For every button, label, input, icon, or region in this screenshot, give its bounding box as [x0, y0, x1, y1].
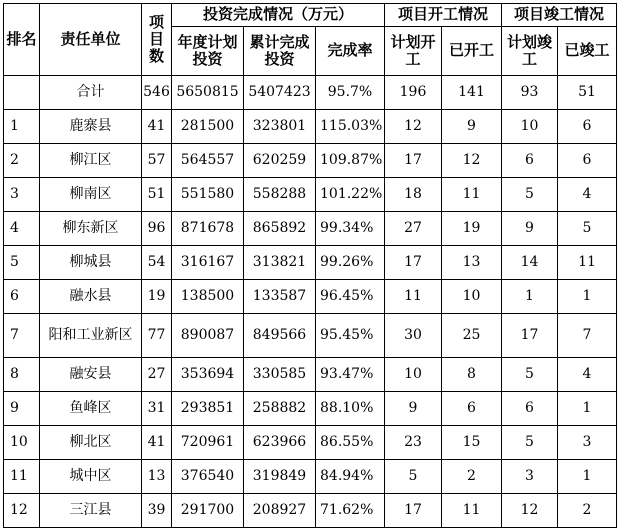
rank-cell: 8 [4, 358, 40, 392]
unit-cell: 鹿寨县 [40, 110, 142, 144]
plan-start-cell: 23 [385, 426, 442, 460]
rate-cell: 99.26% [316, 246, 385, 280]
count-cell: 31 [142, 392, 172, 426]
table-row [4, 460, 617, 494]
rate-cell: 95.45% [316, 314, 385, 358]
table-row [4, 314, 617, 358]
plan-finish-cell: 5 [502, 178, 558, 212]
cumulative-cell: 323801 [244, 110, 316, 144]
table-row [4, 178, 617, 212]
annual-plan-cell: 291700 [172, 494, 244, 528]
plan-start-cell: 9 [385, 392, 442, 426]
plan-finish-cell: 1 [502, 280, 558, 314]
total-count: 546 [142, 76, 172, 110]
header-finish-group: 项目竣工情况 [502, 4, 617, 27]
count-cell: 41 [142, 426, 172, 460]
plan-finish-cell: 3 [502, 460, 558, 494]
annual-plan-cell: 281500 [172, 110, 244, 144]
plan-start-cell: 17 [385, 494, 442, 528]
annual-plan-cell: 890087 [172, 314, 244, 358]
unit-cell: 鱼峰区 [40, 392, 142, 426]
rate-cell: 115.03% [316, 110, 385, 144]
plan-start-cell: 18 [385, 178, 442, 212]
rank-cell: 1 [4, 110, 40, 144]
annual-plan-cell: 138500 [172, 280, 244, 314]
annual-plan-cell: 871678 [172, 212, 244, 246]
header-cumulative: 累计完成投资 [244, 27, 316, 76]
started-cell: 25 [442, 314, 502, 358]
plan-start-cell: 17 [385, 246, 442, 280]
rank-cell: 9 [4, 392, 40, 426]
table-row [4, 246, 617, 280]
plan-start-cell: 10 [385, 358, 442, 392]
rank-cell: 7 [4, 314, 40, 358]
annual-plan-cell: 293851 [172, 392, 244, 426]
started-cell: 2 [442, 460, 502, 494]
started-cell: 11 [442, 178, 502, 212]
cumulative-cell: 258882 [244, 392, 316, 426]
count-cell: 77 [142, 314, 172, 358]
rank-cell: 10 [4, 426, 40, 460]
table-row [4, 280, 617, 314]
plan-finish-cell: 5 [502, 358, 558, 392]
rate-cell: 86.55% [316, 426, 385, 460]
unit-cell: 融水县 [40, 280, 142, 314]
unit-cell: 阳和工业新区 [40, 314, 142, 358]
finished-cell: 11 [558, 246, 617, 280]
annual-plan-cell: 316167 [172, 246, 244, 280]
unit-cell: 柳南区 [40, 178, 142, 212]
header-project-count: 项目数 [142, 4, 172, 76]
total-started: 141 [442, 76, 502, 110]
plan-start-cell: 5 [385, 460, 442, 494]
unit-cell: 城中区 [40, 460, 142, 494]
cumulative-cell: 623966 [244, 426, 316, 460]
started-cell: 6 [442, 392, 502, 426]
rate-cell: 96.45% [316, 280, 385, 314]
finished-cell: 4 [558, 358, 617, 392]
finished-cell: 3 [558, 426, 617, 460]
annual-plan-cell: 353694 [172, 358, 244, 392]
plan-finish-cell: 6 [502, 144, 558, 178]
started-cell: 9 [442, 110, 502, 144]
rate-cell: 99.34% [316, 212, 385, 246]
annual-plan-cell: 376540 [172, 460, 244, 494]
started-cell: 19 [442, 212, 502, 246]
total-annual-plan: 5650815 [172, 76, 244, 110]
count-cell: 54 [142, 246, 172, 280]
count-cell: 19 [142, 280, 172, 314]
rate-cell: 71.62% [316, 494, 385, 528]
finished-cell: 5 [558, 212, 617, 246]
table-row [4, 426, 617, 460]
rate-cell: 88.10% [316, 392, 385, 426]
finished-cell: 4 [558, 178, 617, 212]
header-finished: 已竣工 [558, 27, 617, 76]
header-completion-rate: 完成率 [316, 27, 385, 76]
started-cell: 8 [442, 358, 502, 392]
finished-cell: 2 [558, 494, 617, 528]
finished-cell: 1 [558, 280, 617, 314]
rate-cell: 101.22% [316, 178, 385, 212]
plan-finish-cell: 12 [502, 494, 558, 528]
unit-cell: 三江县 [40, 494, 142, 528]
cumulative-cell: 313821 [244, 246, 316, 280]
table-row [4, 494, 617, 528]
count-cell: 96 [142, 212, 172, 246]
rank-cell: 6 [4, 280, 40, 314]
total-plan-start: 196 [385, 76, 442, 110]
count-cell: 27 [142, 358, 172, 392]
started-cell: 12 [442, 144, 502, 178]
started-cell: 11 [442, 494, 502, 528]
plan-finish-cell: 10 [502, 110, 558, 144]
plan-start-cell: 11 [385, 280, 442, 314]
cumulative-cell: 849566 [244, 314, 316, 358]
count-cell: 57 [142, 144, 172, 178]
rate-cell: 93.47% [316, 358, 385, 392]
annual-plan-cell: 551580 [172, 178, 244, 212]
started-cell: 13 [442, 246, 502, 280]
started-cell: 10 [442, 280, 502, 314]
total-rank-cell [4, 76, 40, 110]
finished-cell: 6 [558, 144, 617, 178]
header-started: 已开工 [442, 27, 502, 76]
unit-cell: 融安县 [40, 358, 142, 392]
plan-finish-cell: 17 [502, 314, 558, 358]
table-row [4, 212, 617, 246]
rank-cell: 5 [4, 246, 40, 280]
header-plan-finish: 计划竣工 [502, 27, 558, 76]
plan-finish-cell: 5 [502, 426, 558, 460]
count-cell: 13 [142, 460, 172, 494]
rank-cell: 3 [4, 178, 40, 212]
count-cell: 39 [142, 494, 172, 528]
rate-cell: 84.94% [316, 460, 385, 494]
started-cell: 15 [442, 426, 502, 460]
plan-start-cell: 27 [385, 212, 442, 246]
total-row [4, 76, 617, 110]
rank-cell: 11 [4, 460, 40, 494]
rank-cell: 12 [4, 494, 40, 528]
cumulative-cell: 208927 [244, 494, 316, 528]
header-annual-plan: 年度计划投资 [172, 27, 244, 76]
plan-start-cell: 17 [385, 144, 442, 178]
plan-finish-cell: 9 [502, 212, 558, 246]
cumulative-cell: 330585 [244, 358, 316, 392]
finished-cell: 1 [558, 460, 617, 494]
unit-cell: 柳江区 [40, 144, 142, 178]
cumulative-cell: 620259 [244, 144, 316, 178]
total-label: 合计 [40, 76, 142, 110]
table-row [4, 110, 617, 144]
header-investment-group: 投资完成情况（万元） [172, 4, 385, 27]
table-row [4, 358, 617, 392]
total-finished: 51 [558, 76, 617, 110]
plan-finish-cell: 6 [502, 392, 558, 426]
unit-cell: 柳北区 [40, 426, 142, 460]
rank-cell: 4 [4, 212, 40, 246]
total-cumulative: 5407423 [244, 76, 316, 110]
total-rate: 95.7% [316, 76, 385, 110]
report-table-container [3, 3, 617, 528]
header-plan-start: 计划开工 [385, 27, 442, 76]
total-plan-finish: 93 [502, 76, 558, 110]
rank-cell: 2 [4, 144, 40, 178]
table-row [4, 392, 617, 426]
table-row [4, 144, 617, 178]
unit-cell: 柳东新区 [40, 212, 142, 246]
cumulative-cell: 865892 [244, 212, 316, 246]
finished-cell: 7 [558, 314, 617, 358]
cumulative-cell: 319849 [244, 460, 316, 494]
annual-plan-cell: 720961 [172, 426, 244, 460]
plan-start-cell: 12 [385, 110, 442, 144]
unit-cell: 柳城县 [40, 246, 142, 280]
plan-finish-cell: 14 [502, 246, 558, 280]
finished-cell: 6 [558, 110, 617, 144]
cumulative-cell: 558288 [244, 178, 316, 212]
cumulative-cell: 133587 [244, 280, 316, 314]
investment-progress-table [3, 3, 617, 528]
header-start-group: 项目开工情况 [385, 4, 502, 27]
plan-start-cell: 30 [385, 314, 442, 358]
count-cell: 51 [142, 178, 172, 212]
annual-plan-cell: 564557 [172, 144, 244, 178]
header-unit: 责任单位 [40, 4, 142, 76]
header-rank: 排名 [4, 4, 40, 76]
rate-cell: 109.87% [316, 144, 385, 178]
finished-cell: 1 [558, 392, 617, 426]
count-cell: 41 [142, 110, 172, 144]
